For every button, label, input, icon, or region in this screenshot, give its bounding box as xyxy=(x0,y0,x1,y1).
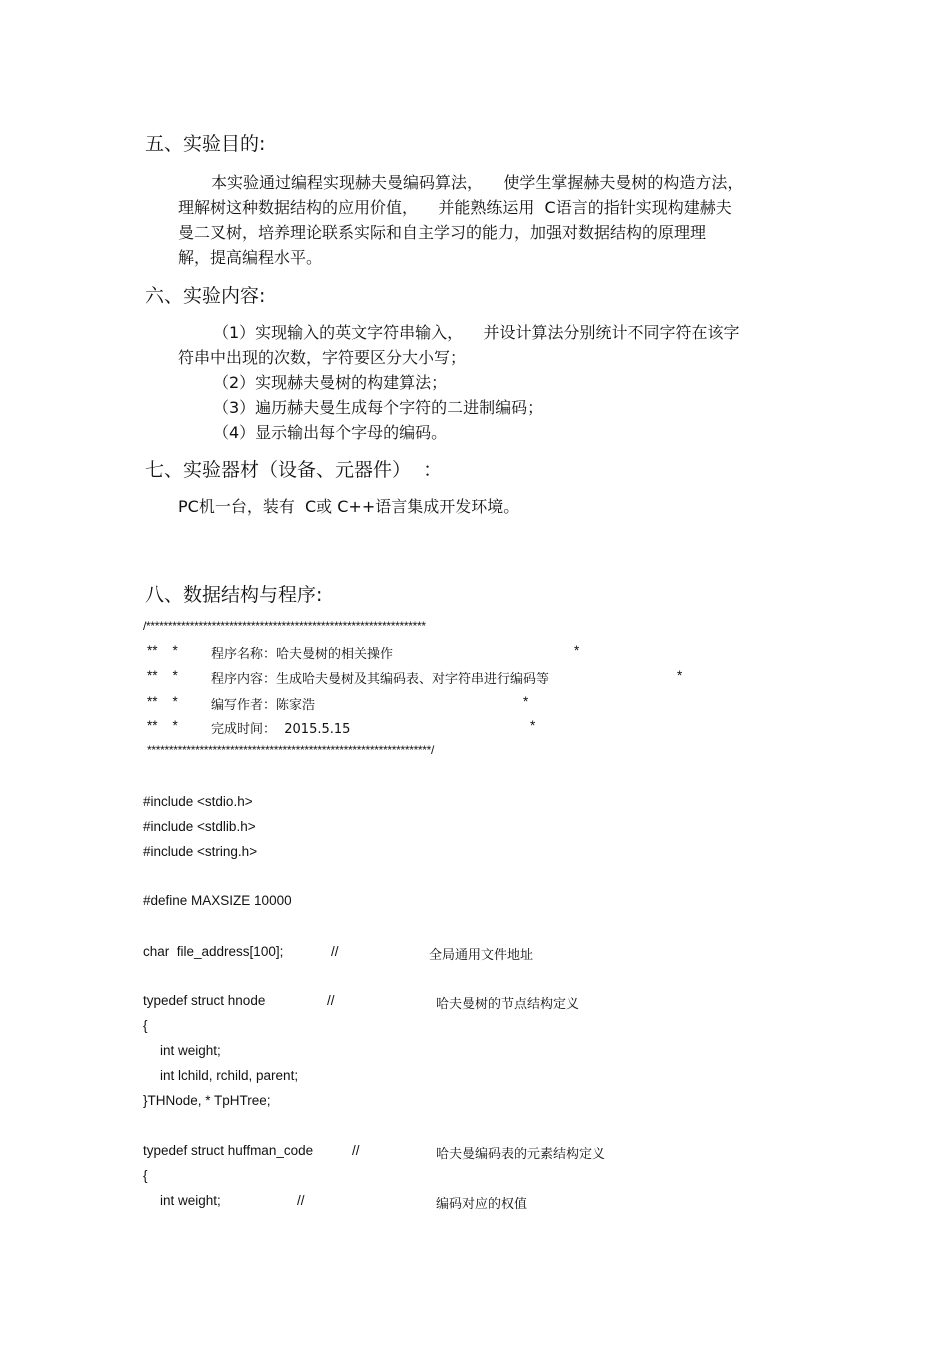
code-brace-open: { xyxy=(143,1018,148,1033)
code-field: int weight; xyxy=(160,1043,221,1058)
section-6-line: （1）实现输入的英文字符串输入， 并设计算法分别统计不同字符在该字 xyxy=(213,323,740,342)
code-brace-close: }THNode, * TpHTree; xyxy=(143,1093,271,1108)
code-header-end: * xyxy=(530,718,536,733)
section-5-line: 曼二叉树，培养理论联系实际和自主学习的能力，加强对数据结构的原理理 xyxy=(178,223,707,242)
code-file-address: char file_address[100]; xyxy=(143,944,284,959)
code-header-prefix: ** * xyxy=(147,718,178,733)
code-header-end: * xyxy=(523,694,529,709)
section-6-line: （3）遍历赫夫曼生成每个字符的二进制编码； xyxy=(213,398,544,417)
code-include: #include <string.h> xyxy=(143,844,258,859)
code-header-end: * xyxy=(677,668,683,683)
code-header-prefix: ** * xyxy=(147,668,178,683)
section-5-line: 理解树这种数据结构的应用价值， 并能熟练运用 C语言的指针实现构建赫夫 xyxy=(178,198,732,217)
section-6-title: 六、实验内容: xyxy=(145,285,266,307)
code-header-label: 编写作者：陈家浩 xyxy=(211,698,316,713)
code-field: int weight; xyxy=(160,1193,221,1208)
code-banner-bottom: *****************************************************************/ xyxy=(147,743,435,757)
code-include: #include <stdlib.h> xyxy=(143,819,256,834)
section-6-line: （4）显示输出每个字母的编码。 xyxy=(213,423,448,442)
section-7-title: 七、实验器材（设备、元器件） ： xyxy=(145,459,443,481)
code-comment-slash: // xyxy=(352,1143,360,1158)
code-comment: 哈夫曼树的节点结构定义 xyxy=(436,997,580,1012)
code-header-label: 完成时间： 2015.5.15 xyxy=(211,722,351,737)
code-define: #define MAXSIZE 10000 xyxy=(143,893,292,908)
code-header-prefix: ** * xyxy=(147,694,178,709)
code-comment-slash: // xyxy=(327,993,335,1008)
code-comment-slash: // xyxy=(297,1193,305,1208)
code-header-prefix: ** * xyxy=(147,643,178,658)
code-comment: 全局通用文件地址 xyxy=(429,948,534,963)
section-5-title: 五、实验目的: xyxy=(145,133,266,155)
section-5-line: 本实验通过编程实现赫夫曼编码算法， 使学生掌握赫夫曼树的构造方法， xyxy=(211,173,744,192)
code-comment-slash: // xyxy=(331,944,339,959)
code-header-label: 程序名称：哈夫曼树的相关操作 xyxy=(211,647,394,662)
section-8-title: 八、数据结构与程序: xyxy=(145,584,323,606)
code-header-end: * xyxy=(574,643,580,658)
code-include: #include <stdio.h> xyxy=(143,794,253,809)
code-typedef-hnode: typedef struct hnode xyxy=(143,993,266,1008)
code-banner-top: /**************************************************************** xyxy=(143,619,426,633)
section-5-line: 解，提高编程水平。 xyxy=(178,248,323,267)
code-comment: 编码对应的权值 xyxy=(436,1197,528,1212)
code-comment: 哈夫曼编码表的元素结构定义 xyxy=(436,1147,606,1162)
code-field: int lchild, rchild, parent; xyxy=(160,1068,299,1083)
section-6-line: 符串中出现的次数，字符要区分大小写； xyxy=(178,348,467,367)
section-7-line: PC机一台，装有 C或 C++语言集成开发环境。 xyxy=(178,497,520,516)
code-brace-open: { xyxy=(143,1168,148,1183)
code-header-label: 程序内容：生成哈夫曼树及其编码表、对字符串进行编码等 xyxy=(211,672,550,687)
code-typedef-huffman: typedef struct huffman_code xyxy=(143,1143,314,1158)
section-6-line: （2）实现赫夫曼树的构建算法； xyxy=(213,373,448,392)
